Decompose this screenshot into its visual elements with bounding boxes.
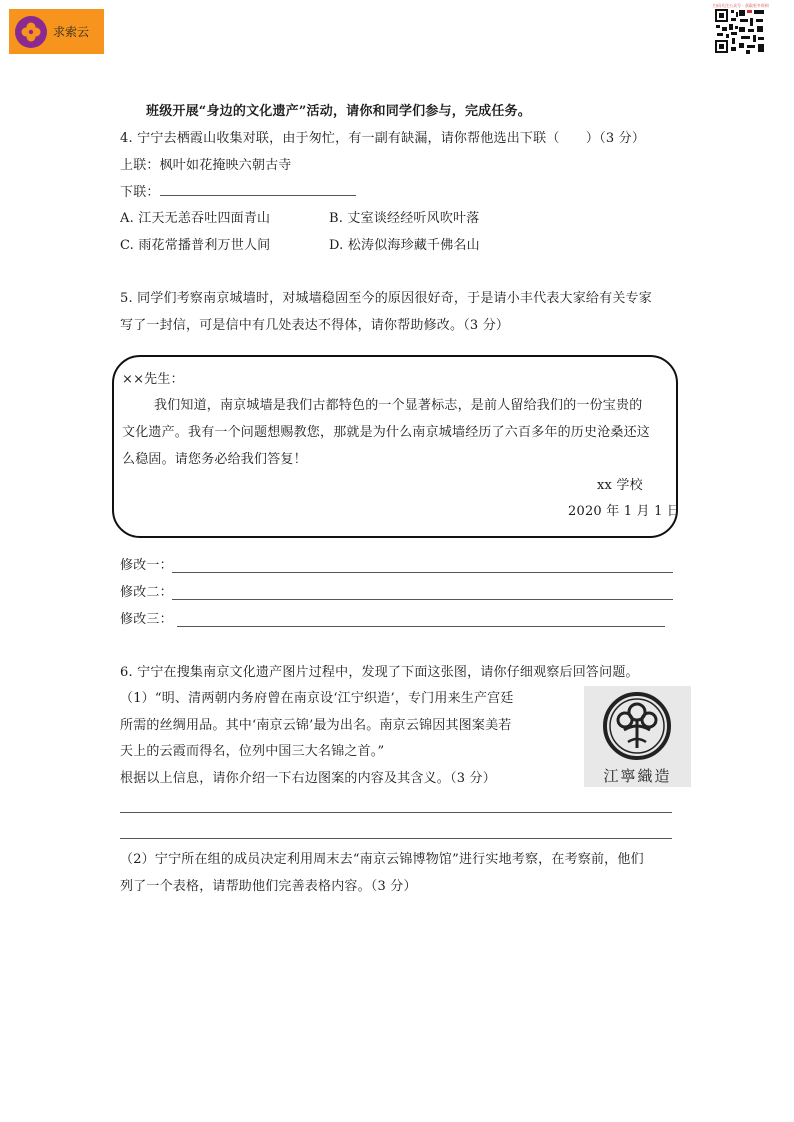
q4-option-b[interactable]: B. 丈室谈经经听风吹叶落	[329, 211, 480, 226]
q6-part1-line3: 天上的云霞而得名，位列中国三大名锦之首。”	[120, 744, 385, 759]
letter-body-line3: 么稳固。请您务必给我们答复！	[122, 452, 307, 467]
q6-part2-line1: （2）宁宁所在组的成员决定利用周末去“南京云锦博物馆”进行实地考察，在考察前，他们	[120, 852, 644, 867]
q6-answer-line-2[interactable]	[120, 838, 672, 839]
q4-option-c[interactable]: C. 雨花常播普利万世人间	[120, 238, 271, 253]
q6-part1-line1: （1）“明、清两朝内务府曾在南京设‘江宁织造’，专门用来生产宫廷	[120, 691, 514, 706]
fix-two-label: 修改二：	[120, 585, 173, 600]
q5-stem-line2: 写了一封信，可是信中有几处表达不得体，请你帮助修改。（3 分）	[120, 318, 510, 333]
q5-stem-line1: 5. 同学们考察南京城墙时，对城墙稳固至今的原因很好奇，于是请小丰代表大家给有关专家	[120, 291, 652, 306]
q6-part2-line2: 列了一个表格，请帮助他们完善表格内容。（3 分）	[120, 879, 417, 894]
q4-stem: 4. 宁宁去栖霞山收集对联，由于匆忙，有一副有缺漏，请你帮他选出下联（ ）（3 分）	[120, 131, 646, 146]
jiangning-weaving-emblem	[584, 686, 691, 787]
q4-option-d[interactable]: D. 松涛似海珍藏千佛名山	[329, 238, 480, 253]
letter-salutation: ××先生：	[122, 372, 184, 387]
q4-lower-couplet	[120, 183, 356, 202]
q6-stem: 6. 宁宁在搜集南京文化遗产图片过程中，发现了下面这张图，请你仔细观察后回答问题。	[120, 665, 639, 680]
clover-icon	[15, 16, 47, 48]
brand-logo	[9, 9, 104, 54]
fix-one-answer-line[interactable]	[172, 572, 673, 573]
q6-part1-line2: 所需的丝绸用品。其中‘南京云锦’最为出名。南京云锦因其图案美若	[120, 718, 512, 733]
q4-upper-couplet: 上联：枫叶如花掩映六朝古寺	[120, 158, 292, 173]
q4-lower-label: 下联：	[120, 185, 160, 200]
fix-two-answer-line[interactable]	[172, 599, 673, 600]
logo-text: 求索云	[53, 25, 90, 39]
q6-part1-question: 根据以上信息，请你介绍一下右边图案的内容及其含义。（3 分）	[120, 771, 496, 786]
qr-caption: 扫码关注公众号 · 获取更多资料	[713, 3, 769, 8]
stamp-text: 江寧織造	[603, 767, 672, 785]
letter-date: 2020 年 1 月 1 日	[568, 504, 681, 519]
letter-body-line2: 文化遗产。我有一个问题想赐教您，那就是为什么南京城墙经历了六百多年的历史沧桑还这	[122, 425, 651, 440]
q4-answer-blank[interactable]	[160, 183, 356, 196]
fix-three-label: 修改三：	[120, 612, 173, 627]
letter-body-line1: 我们知道，南京城墙是我们古都特色的一个显著标志，是前人留给我们的一份宝贵的	[154, 398, 643, 413]
fix-one-label: 修改一：	[120, 558, 173, 573]
q6-answer-line-1[interactable]	[120, 812, 672, 813]
section-title: 班级开展“身边的文化遗产”活动，请你和同学们参与，完成任务。	[146, 104, 531, 119]
q4-option-a[interactable]: A. 江天无恙吞吐四面青山	[120, 211, 271, 226]
letter-signature: xx 学校	[597, 478, 643, 493]
fix-three-answer-line[interactable]	[177, 626, 665, 627]
phone-icon	[738, 9, 766, 55]
